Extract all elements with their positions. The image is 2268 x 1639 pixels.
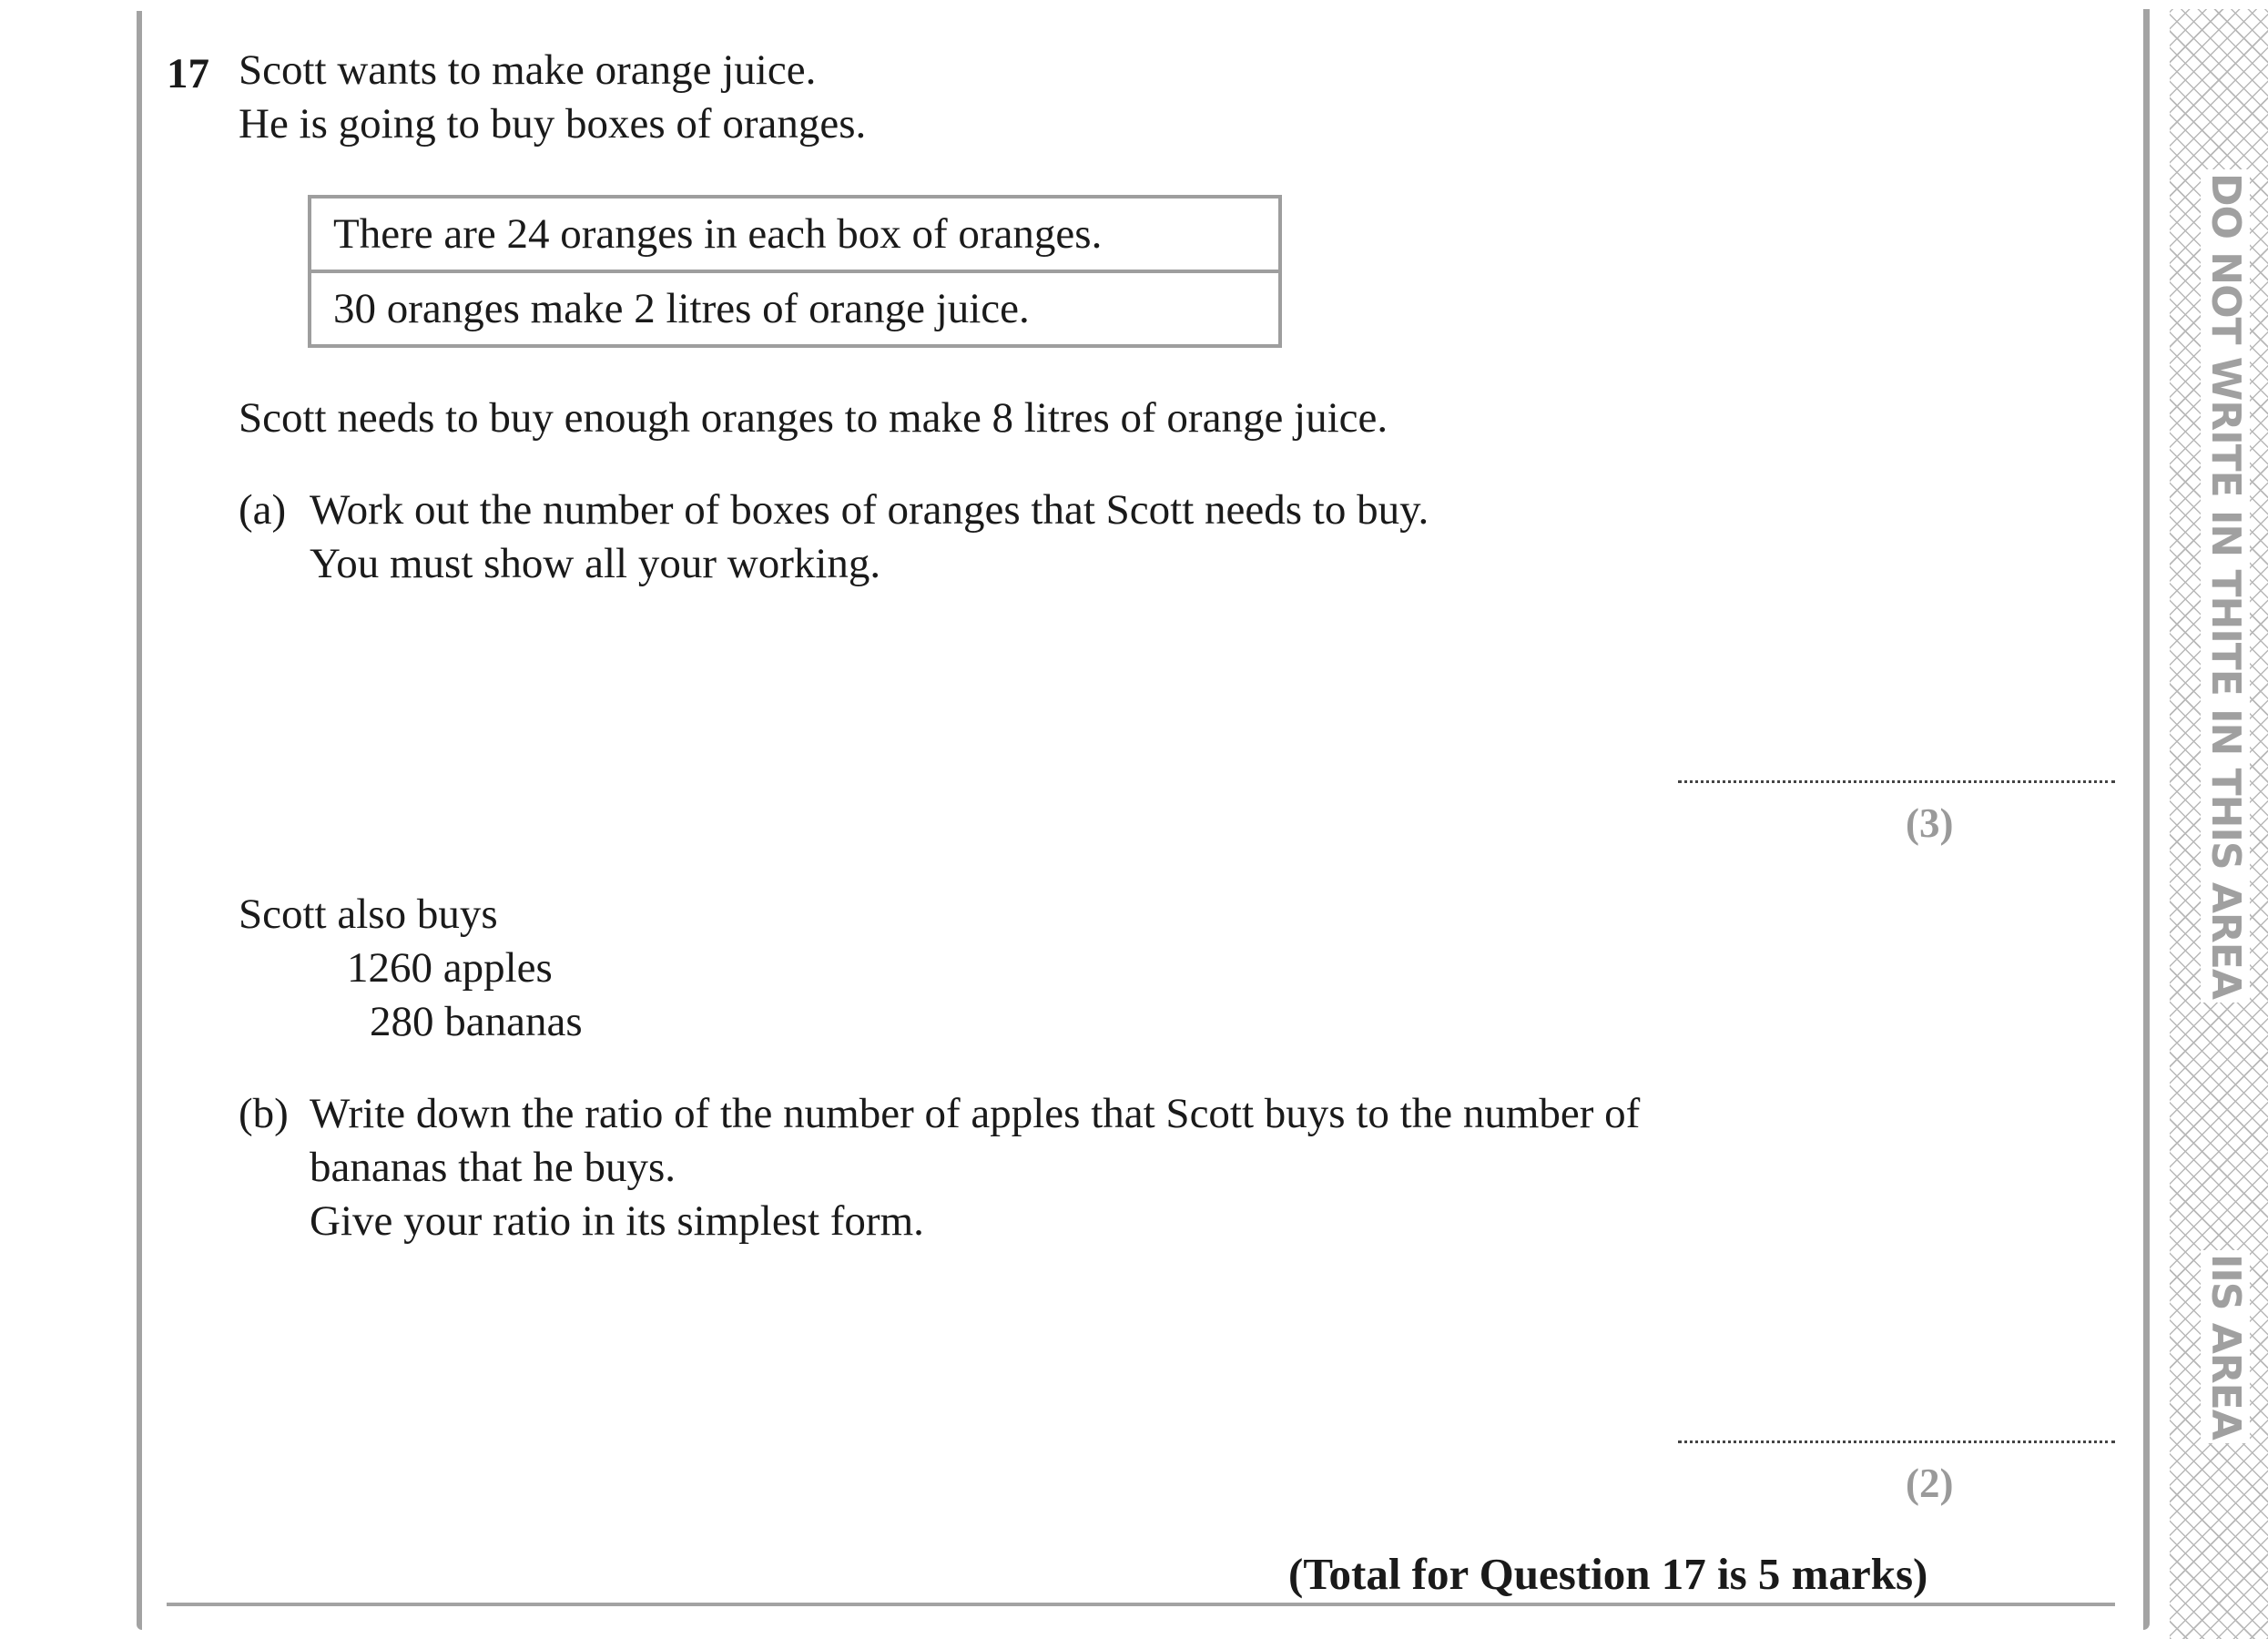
- question-number: 17: [167, 50, 209, 97]
- part-a-line-1: Work out the number of boxes of oranges that Scott needs to buy.: [310, 486, 1429, 534]
- info-table-row: [310, 271, 1280, 346]
- part-a-label: (a): [239, 486, 287, 534]
- bottom-rule: [167, 1603, 2115, 1606]
- part-b-line-2: bananas that he buys.: [310, 1144, 676, 1191]
- do-not-write-margin: [2170, 9, 2268, 1639]
- margin-warning-label-top: DO NOT WRITE IN THITE IN THIS AREA: [2201, 169, 2250, 1003]
- part-b-label: (b): [239, 1090, 289, 1137]
- part-b-line-3: Give your ratio in its simplest form.: [310, 1197, 924, 1245]
- info-table-cell: 30 oranges make 2 litres of orange juice.: [310, 271, 1280, 346]
- part-b-marks: (2): [1906, 1461, 1954, 1506]
- part-a-answer-line[interactable]: [1678, 780, 2115, 783]
- also-buys-item-apples: 1260 apples: [347, 944, 553, 992]
- info-table-row: [310, 197, 1280, 271]
- margin-warning-label-bottom: IIS AREA: [2201, 1250, 2250, 1443]
- also-buys-intro: Scott also buys: [239, 891, 498, 938]
- info-table-cell: There are 24 oranges in each box of oranges.: [310, 197, 1280, 271]
- part-b-answer-line[interactable]: [1678, 1440, 2115, 1443]
- question-intro-line-2: He is going to buy boxes of oranges.: [239, 100, 867, 148]
- part-b-line-1: Write down the ratio of the number of apples that Scott buys to the number of: [310, 1090, 1641, 1137]
- part-a-marks: (3): [1906, 800, 1954, 846]
- also-buys-item-bananas: 280 bananas: [370, 998, 583, 1045]
- question-intro-line-1: Scott wants to make orange juice.: [239, 46, 817, 94]
- right-border: [2143, 9, 2150, 1630]
- part-a-line-2: You must show all your working.: [310, 540, 881, 587]
- question-total: (Total for Question 17 is 5 marks): [1288, 1549, 1928, 1599]
- info-table: [308, 195, 1282, 348]
- left-border: [137, 11, 142, 1630]
- requirement-statement: Scott needs to buy enough oranges to make 8 litres of orange juice.: [239, 394, 1388, 442]
